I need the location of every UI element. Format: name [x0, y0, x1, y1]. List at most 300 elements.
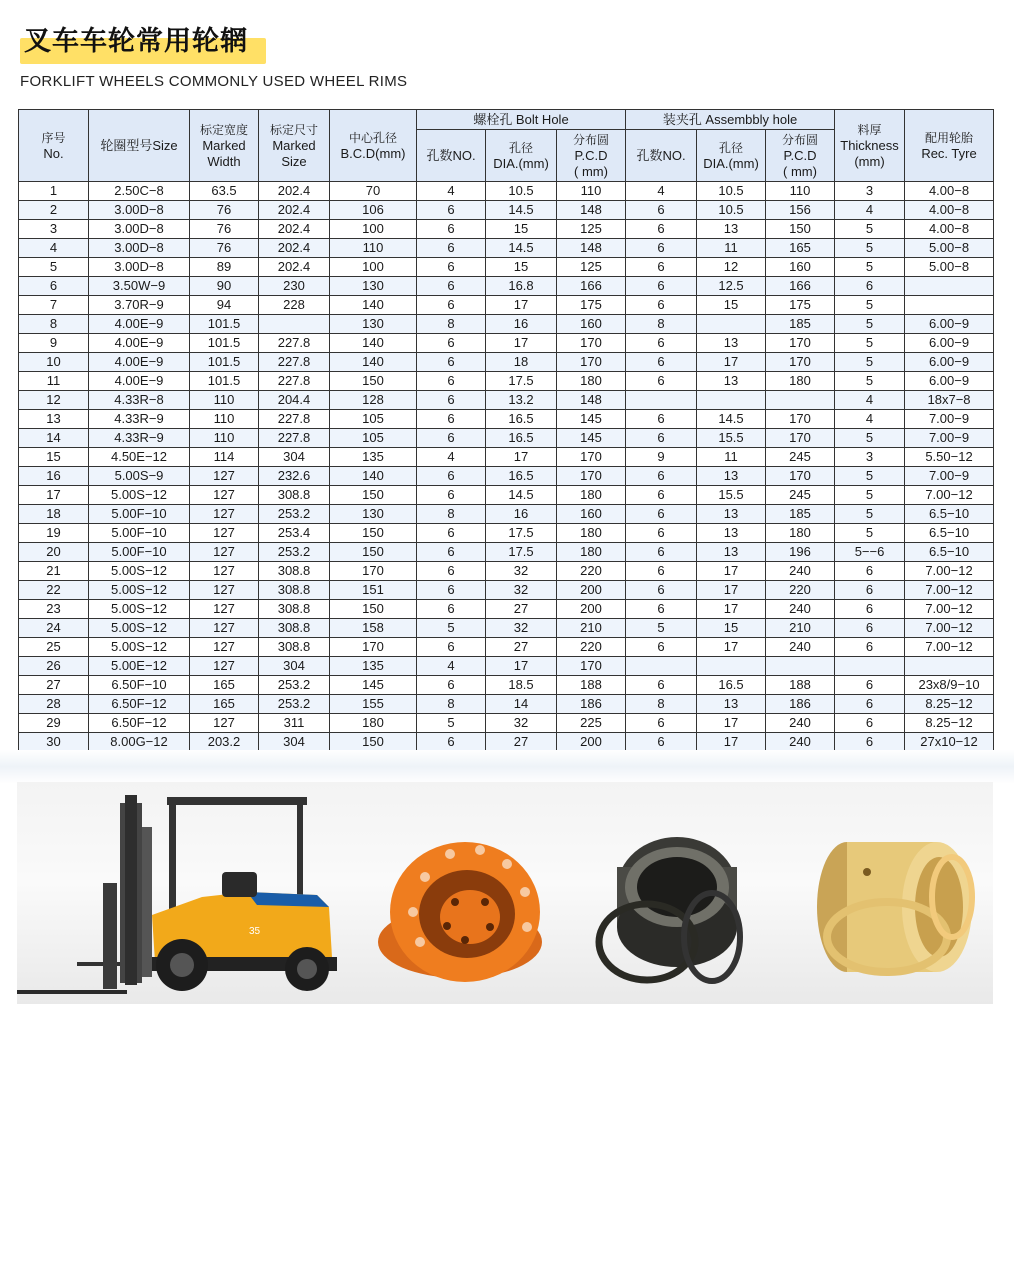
- table-row: [19, 562, 994, 581]
- cell-size: 3.70R−9: [89, 296, 190, 315]
- decorative-band: [0, 750, 1014, 784]
- cell-marked-size: 311: [259, 714, 330, 733]
- cell-no: 28: [19, 695, 89, 714]
- cell-size: 5.00F−10: [89, 524, 190, 543]
- cell-bolt-pcd: 210: [557, 619, 626, 638]
- black-rim-image: [592, 827, 752, 987]
- cell-bcd: 130: [330, 277, 417, 296]
- cell-marked-width: 76: [190, 201, 259, 220]
- cell-thickness: 5: [835, 334, 905, 353]
- cell-assembly-holes: 6: [626, 239, 697, 258]
- assembly-hole-group-header: 装夹孔 Assembbly hole: [626, 110, 835, 130]
- cell-bolt-dia: 17: [486, 448, 557, 467]
- cell-thickness: 5: [835, 296, 905, 315]
- cell-bolt-holes: 6: [417, 600, 486, 619]
- cell-bolt-dia: 32: [486, 619, 557, 638]
- assembly-pcd-header: 分布圆 P.C.D ( mm): [766, 130, 835, 182]
- cell-no: 24: [19, 619, 89, 638]
- cell-bolt-holes: 6: [417, 391, 486, 410]
- cell-marked-size: 253.2: [259, 543, 330, 562]
- cell-marked-size: 227.8: [259, 429, 330, 448]
- cell-bcd: 150: [330, 486, 417, 505]
- table-row: [19, 220, 994, 239]
- cell-bcd: 135: [330, 657, 417, 676]
- cell-rec-tyre: 7.00−12: [905, 600, 994, 619]
- cell-assembly-holes: 6: [626, 353, 697, 372]
- cell-assembly-holes: 6: [626, 562, 697, 581]
- cell-thickness: 5−−6: [835, 543, 905, 562]
- table-row: [19, 505, 994, 524]
- cell-bolt-pcd: 145: [557, 429, 626, 448]
- cell-size: 5.00S−9: [89, 467, 190, 486]
- cell-bolt-dia: 18: [486, 353, 557, 372]
- cell-assembly-pcd: 156: [766, 201, 835, 220]
- cell-thickness: 5: [835, 429, 905, 448]
- cell-assembly-holes: 6: [626, 600, 697, 619]
- cell-assembly-holes: 6: [626, 714, 697, 733]
- cell-size: 3.00D−8: [89, 258, 190, 277]
- cell-assembly-holes: 6: [626, 296, 697, 315]
- cell-assembly-dia: 16.5: [697, 676, 766, 695]
- table-row: [19, 600, 994, 619]
- cell-marked-size: 230: [259, 277, 330, 296]
- cell-rec-tyre: 6.5−10: [905, 543, 994, 562]
- cell-bolt-holes: 6: [417, 524, 486, 543]
- cell-bcd: 180: [330, 714, 417, 733]
- cell-no: 20: [19, 543, 89, 562]
- cell-rec-tyre: 8.25−12: [905, 695, 994, 714]
- bolt-hole-group-header: 螺栓孔 Bolt Hole: [417, 110, 626, 130]
- cell-rec-tyre: 8.25−12: [905, 714, 994, 733]
- cell-no: 18: [19, 505, 89, 524]
- cell-assembly-dia: 17: [697, 581, 766, 600]
- cell-bolt-pcd: 186: [557, 695, 626, 714]
- cell-marked-width: 203.2: [190, 733, 259, 752]
- cell-marked-size: 202.4: [259, 239, 330, 258]
- table-row: [19, 619, 994, 638]
- cell-thickness: 5: [835, 353, 905, 372]
- cell-bolt-pcd: 180: [557, 486, 626, 505]
- cell-bolt-dia: 16: [486, 315, 557, 334]
- table-row: [19, 296, 994, 315]
- cell-bolt-holes: 8: [417, 315, 486, 334]
- cell-marked-width: 127: [190, 543, 259, 562]
- cell-thickness: 3: [835, 182, 905, 201]
- table-row: [19, 714, 994, 733]
- cell-marked-width: 127: [190, 619, 259, 638]
- cell-rec-tyre: 7.00−12: [905, 619, 994, 638]
- cell-bolt-dia: 32: [486, 562, 557, 581]
- cell-marked-size: 202.4: [259, 201, 330, 220]
- cell-marked-width: 127: [190, 524, 259, 543]
- cell-bolt-pcd: 200: [557, 600, 626, 619]
- cell-thickness: 6: [835, 619, 905, 638]
- cell-bolt-holes: 6: [417, 733, 486, 752]
- cell-assembly-holes: 6: [626, 277, 697, 296]
- cell-no: 21: [19, 562, 89, 581]
- cell-assembly-holes: 6: [626, 258, 697, 277]
- cell-bcd: 140: [330, 353, 417, 372]
- cell-bolt-dia: 15: [486, 258, 557, 277]
- cell-no: 25: [19, 638, 89, 657]
- cell-size: 3.00D−8: [89, 220, 190, 239]
- cell-size: 3.50W−9: [89, 277, 190, 296]
- cell-rec-tyre: [905, 657, 994, 676]
- cell-bolt-holes: 6: [417, 676, 486, 695]
- cell-bolt-dia: 32: [486, 581, 557, 600]
- cell-marked-size: 253.2: [259, 505, 330, 524]
- cell-rec-tyre: 7.00−12: [905, 486, 994, 505]
- cell-rec-tyre: 6.5−10: [905, 524, 994, 543]
- cell-bolt-pcd: 125: [557, 220, 626, 239]
- cell-marked-width: 101.5: [190, 372, 259, 391]
- cell-size: 5.00S−12: [89, 486, 190, 505]
- cell-assembly-holes: 4: [626, 182, 697, 201]
- cell-bcd: 145: [330, 676, 417, 695]
- cell-bolt-pcd: 170: [557, 467, 626, 486]
- cell-bolt-dia: 16.5: [486, 429, 557, 448]
- cell-marked-width: 114: [190, 448, 259, 467]
- assembly-dia-header: 孔径 DIA.(mm): [697, 130, 766, 182]
- cell-bolt-pcd: 180: [557, 524, 626, 543]
- cell-assembly-pcd: 245: [766, 448, 835, 467]
- table-row: [19, 657, 994, 676]
- cell-bolt-dia: 13.2: [486, 391, 557, 410]
- cell-no: 4: [19, 239, 89, 258]
- cell-no: 16: [19, 467, 89, 486]
- cell-no: 7: [19, 296, 89, 315]
- cell-assembly-dia: 15: [697, 296, 766, 315]
- cell-no: 23: [19, 600, 89, 619]
- cell-bolt-holes: 6: [417, 429, 486, 448]
- cell-size: 4.00E−9: [89, 353, 190, 372]
- page-subtitle: FORKLIFT WHEELS COMMONLY USED WHEEL RIMS: [20, 73, 408, 90]
- table-row: [19, 372, 994, 391]
- cell-marked-size: 227.8: [259, 353, 330, 372]
- cell-rec-tyre: 7.00−12: [905, 562, 994, 581]
- cell-thickness: 6: [835, 562, 905, 581]
- cell-thickness: 5: [835, 505, 905, 524]
- cell-bolt-pcd: 170: [557, 334, 626, 353]
- table-row: [19, 467, 994, 486]
- cell-bolt-dia: 14: [486, 695, 557, 714]
- cell-bolt-dia: 16: [486, 505, 557, 524]
- cell-assembly-dia: 17: [697, 600, 766, 619]
- cell-marked-size: 308.8: [259, 562, 330, 581]
- cell-marked-size: 202.4: [259, 220, 330, 239]
- cell-bolt-dia: 10.5: [486, 182, 557, 201]
- cell-assembly-pcd: 245: [766, 486, 835, 505]
- cell-marked-size: 304: [259, 733, 330, 752]
- cell-bolt-dia: 27: [486, 733, 557, 752]
- cell-marked-width: 127: [190, 562, 259, 581]
- table-row: [19, 353, 994, 372]
- cell-assembly-pcd: 240: [766, 733, 835, 752]
- cell-bcd: 105: [330, 429, 417, 448]
- cell-bolt-pcd: 160: [557, 315, 626, 334]
- cell-assembly-pcd: 240: [766, 600, 835, 619]
- cell-assembly-holes: 6: [626, 638, 697, 657]
- cell-marked-size: 228: [259, 296, 330, 315]
- cell-bolt-holes: 6: [417, 410, 486, 429]
- cell-marked-size: 308.8: [259, 486, 330, 505]
- rim-spec-table: [18, 109, 994, 752]
- cell-bolt-holes: 8: [417, 695, 486, 714]
- cell-assembly-dia: 10.5: [697, 182, 766, 201]
- cell-bolt-dia: 14.5: [486, 239, 557, 258]
- cell-marked-width: 127: [190, 657, 259, 676]
- table-row: [19, 391, 994, 410]
- cell-rec-tyre: 18x7−8: [905, 391, 994, 410]
- cell-assembly-pcd: 170: [766, 467, 835, 486]
- cell-assembly-dia: 11: [697, 239, 766, 258]
- cell-assembly-pcd: 170: [766, 429, 835, 448]
- cell-bolt-pcd: 166: [557, 277, 626, 296]
- cell-assembly-holes: 6: [626, 733, 697, 752]
- table-row: [19, 524, 994, 543]
- cell-rec-tyre: 4.00−8: [905, 201, 994, 220]
- cell-bolt-pcd: 170: [557, 448, 626, 467]
- cell-thickness: 4: [835, 201, 905, 220]
- cell-rec-tyre: 7.00−12: [905, 581, 994, 600]
- cell-bolt-holes: 4: [417, 182, 486, 201]
- cell-no: 9: [19, 334, 89, 353]
- cell-assembly-dia: 15.5: [697, 486, 766, 505]
- col-rec-tyre-header: 配用轮胎 Rec. Tyre: [905, 110, 994, 182]
- cell-thickness: 3: [835, 448, 905, 467]
- cell-bolt-holes: 6: [417, 258, 486, 277]
- cell-assembly-dia: 15.5: [697, 429, 766, 448]
- cell-bolt-holes: 6: [417, 296, 486, 315]
- cell-size: 8.00G−12: [89, 733, 190, 752]
- cell-bolt-pcd: 220: [557, 562, 626, 581]
- cell-size: 5.00S−12: [89, 619, 190, 638]
- cell-assembly-dia: 13: [697, 220, 766, 239]
- cell-rec-tyre: 4.00−8: [905, 220, 994, 239]
- cell-bolt-dia: 17: [486, 296, 557, 315]
- cell-bolt-pcd: 148: [557, 201, 626, 220]
- cell-thickness: 5: [835, 372, 905, 391]
- cell-bolt-pcd: 180: [557, 543, 626, 562]
- cell-bcd: 105: [330, 410, 417, 429]
- cell-bolt-dia: 16.5: [486, 467, 557, 486]
- cell-assembly-pcd: 175: [766, 296, 835, 315]
- table-row: [19, 201, 994, 220]
- table-row: [19, 676, 994, 695]
- cell-assembly-pcd: 166: [766, 277, 835, 296]
- cell-no: 19: [19, 524, 89, 543]
- cell-rec-tyre: [905, 277, 994, 296]
- cell-thickness: 6: [835, 581, 905, 600]
- cell-bolt-pcd: 110: [557, 182, 626, 201]
- table-row: [19, 182, 994, 201]
- cell-size: 4.00E−9: [89, 334, 190, 353]
- table-row: [19, 581, 994, 600]
- cell-assembly-pcd: 180: [766, 524, 835, 543]
- cell-marked-size: 304: [259, 448, 330, 467]
- cell-rec-tyre: 5.00−8: [905, 258, 994, 277]
- cell-no: 29: [19, 714, 89, 733]
- cell-bolt-pcd: 148: [557, 391, 626, 410]
- cell-assembly-pcd: 160: [766, 258, 835, 277]
- cell-bcd: 128: [330, 391, 417, 410]
- cell-marked-size: 308.8: [259, 581, 330, 600]
- cell-bcd: 130: [330, 505, 417, 524]
- cell-assembly-holes: 6: [626, 410, 697, 429]
- cell-assembly-holes: 8: [626, 695, 697, 714]
- cell-bcd: 70: [330, 182, 417, 201]
- cell-bolt-holes: 6: [417, 486, 486, 505]
- cell-bolt-pcd: 148: [557, 239, 626, 258]
- cell-size: 5.00F−10: [89, 505, 190, 524]
- cell-bcd: 170: [330, 638, 417, 657]
- cell-assembly-dia: [697, 657, 766, 676]
- cell-bcd: 110: [330, 239, 417, 258]
- cell-assembly-pcd: 170: [766, 353, 835, 372]
- cell-assembly-pcd: 188: [766, 676, 835, 695]
- cell-bolt-pcd: 175: [557, 296, 626, 315]
- cell-no: 22: [19, 581, 89, 600]
- cell-marked-width: 101.5: [190, 315, 259, 334]
- cell-bolt-holes: 6: [417, 277, 486, 296]
- cell-size: 5.00S−12: [89, 581, 190, 600]
- cell-rec-tyre: 6.00−9: [905, 372, 994, 391]
- cell-bolt-dia: 17: [486, 334, 557, 353]
- cell-thickness: 5: [835, 486, 905, 505]
- cell-bolt-dia: 14.5: [486, 486, 557, 505]
- cell-bolt-holes: 5: [417, 714, 486, 733]
- cell-assembly-dia: 12.5: [697, 277, 766, 296]
- cell-marked-width: 165: [190, 676, 259, 695]
- cell-bolt-holes: 6: [417, 239, 486, 258]
- cell-bolt-dia: 16.5: [486, 410, 557, 429]
- cell-marked-width: 94: [190, 296, 259, 315]
- cell-rec-tyre: 23x8/9−10: [905, 676, 994, 695]
- cell-assembly-holes: 6: [626, 524, 697, 543]
- cell-size: 5.00S−12: [89, 600, 190, 619]
- cell-bolt-holes: 6: [417, 467, 486, 486]
- cell-thickness: 6: [835, 733, 905, 752]
- orange-rim-image: [375, 822, 555, 992]
- cell-assembly-dia: 17: [697, 638, 766, 657]
- cell-size: 4.50E−12: [89, 448, 190, 467]
- cell-assembly-holes: 6: [626, 486, 697, 505]
- cell-no: 14: [19, 429, 89, 448]
- cell-marked-size: 308.8: [259, 619, 330, 638]
- cell-marked-width: 127: [190, 505, 259, 524]
- cell-bcd: 150: [330, 372, 417, 391]
- cell-assembly-dia: 13: [697, 524, 766, 543]
- cell-assembly-dia: 15: [697, 619, 766, 638]
- cell-assembly-holes: 6: [626, 334, 697, 353]
- col-marked-width-header: 标定宽度 Marked Width: [190, 110, 259, 182]
- cell-no: 3: [19, 220, 89, 239]
- cell-bolt-pcd: 220: [557, 638, 626, 657]
- cell-marked-width: 110: [190, 429, 259, 448]
- cell-assembly-pcd: [766, 391, 835, 410]
- header-row-top: [19, 110, 994, 130]
- cell-marked-width: 110: [190, 410, 259, 429]
- cell-bcd: 140: [330, 467, 417, 486]
- cell-no: 27: [19, 676, 89, 695]
- cell-marked-size: 253.2: [259, 695, 330, 714]
- table-row: [19, 277, 994, 296]
- cell-size: 5.00S−12: [89, 638, 190, 657]
- table-row: [19, 258, 994, 277]
- cell-rec-tyre: 7.00−9: [905, 410, 994, 429]
- cell-rec-tyre: 7.00−12: [905, 638, 994, 657]
- cell-bolt-holes: 5: [417, 619, 486, 638]
- col-no-header: 序号 No.: [19, 110, 89, 182]
- cell-bolt-holes: 6: [417, 581, 486, 600]
- cell-assembly-holes: [626, 391, 697, 410]
- cell-assembly-pcd: 196: [766, 543, 835, 562]
- cell-marked-width: 127: [190, 486, 259, 505]
- cell-size: 6.50F−10: [89, 676, 190, 695]
- title-block: [20, 24, 248, 60]
- cell-bolt-dia: 32: [486, 714, 557, 733]
- cell-size: 6.50F−12: [89, 714, 190, 733]
- cell-rec-tyre: 7.00−9: [905, 467, 994, 486]
- cell-bolt-pcd: 170: [557, 657, 626, 676]
- cell-bcd: 151: [330, 581, 417, 600]
- cell-assembly-pcd: 185: [766, 315, 835, 334]
- table-row: [19, 334, 994, 353]
- cell-size: 5.00S−12: [89, 562, 190, 581]
- cell-bcd: 130: [330, 315, 417, 334]
- cell-bolt-dia: 18.5: [486, 676, 557, 695]
- cell-assembly-dia: 14.5: [697, 410, 766, 429]
- cell-marked-size: 227.8: [259, 334, 330, 353]
- cell-size: 5.00F−10: [89, 543, 190, 562]
- cell-assembly-pcd: 170: [766, 334, 835, 353]
- cell-rec-tyre: 6.00−9: [905, 315, 994, 334]
- cell-no: 5: [19, 258, 89, 277]
- cell-marked-size: [259, 315, 330, 334]
- cell-thickness: [835, 657, 905, 676]
- tan-rim-image: [807, 827, 987, 987]
- table-row: [19, 486, 994, 505]
- cell-assembly-dia: 13: [697, 467, 766, 486]
- col-bcd-header: 中心孔径 B.C.D(mm): [330, 110, 417, 182]
- cell-assembly-pcd: 210: [766, 619, 835, 638]
- cell-marked-size: 253.4: [259, 524, 330, 543]
- cell-rec-tyre: 27x10−12: [905, 733, 994, 752]
- cell-bcd: 100: [330, 258, 417, 277]
- cell-bcd: 158: [330, 619, 417, 638]
- cell-bolt-pcd: 145: [557, 410, 626, 429]
- cell-no: 12: [19, 391, 89, 410]
- cell-size: 4.00E−9: [89, 372, 190, 391]
- cell-bolt-dia: 15: [486, 220, 557, 239]
- cell-bolt-holes: 8: [417, 505, 486, 524]
- cell-bcd: 140: [330, 334, 417, 353]
- cell-no: 13: [19, 410, 89, 429]
- cell-assembly-dia: 17: [697, 353, 766, 372]
- cell-marked-width: 127: [190, 467, 259, 486]
- cell-size: 2.50C−8: [89, 182, 190, 201]
- cell-assembly-holes: 6: [626, 201, 697, 220]
- table-row: [19, 315, 994, 334]
- cell-bolt-pcd: 170: [557, 353, 626, 372]
- cell-marked-width: 127: [190, 638, 259, 657]
- cell-bolt-pcd: 200: [557, 733, 626, 752]
- cell-size: 3.00D−8: [89, 201, 190, 220]
- cell-no: 1: [19, 182, 89, 201]
- cell-bolt-pcd: 125: [557, 258, 626, 277]
- cell-assembly-pcd: [766, 657, 835, 676]
- cell-thickness: 6: [835, 676, 905, 695]
